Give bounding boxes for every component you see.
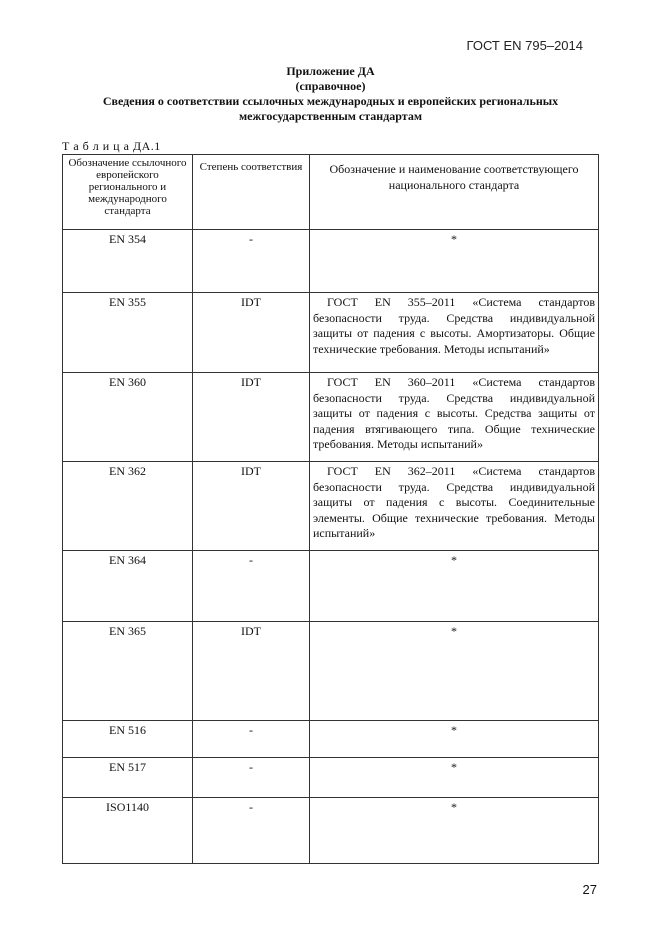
appendix-heading-line2: межгосударственным стандартам: [239, 109, 422, 123]
table-row: [63, 721, 599, 758]
correspondence-table: [62, 154, 599, 864]
reference-code: EN 354: [63, 230, 193, 293]
reference-code: EN 364: [63, 551, 193, 622]
national-standard: [310, 293, 599, 373]
column-header-reference: Обозначение ссылочного европейского регионального и международного стандарта: [63, 155, 193, 230]
page-number: 27: [582, 882, 597, 897]
national-standard: *: [310, 721, 599, 758]
table-row: [63, 373, 599, 462]
reference-code: EN 362: [63, 462, 193, 551]
appendix-titles: [60, 64, 601, 124]
degree-value: -: [193, 758, 310, 798]
degree-value: -: [193, 551, 310, 622]
national-standard: *: [310, 551, 599, 622]
appendix-heading-line1: Сведения о соответствии ссылочных международных и европейских региональных: [102, 94, 559, 108]
degree-value: -: [193, 798, 310, 864]
table-row: [63, 551, 599, 622]
national-standard: [310, 462, 599, 551]
column-header-degree: Степень соответствия: [193, 155, 310, 230]
degree-value: IDT: [193, 462, 310, 551]
table-row: [63, 622, 599, 721]
degree-value: IDT: [193, 622, 310, 721]
national-standard-text: ГОСТ EN 362–2011 «Система стандартов безопасности труда. Средства индивидуальной защиты от падения с высоты. Соединительные элементы. Общие технические требования. Методы испытаний»: [313, 464, 595, 540]
reference-code: EN 360: [63, 373, 193, 462]
national-standard-text: ГОСТ EN 355–2011 «Система стандартов безопасности труда. Средства индивидуальной защиты от падения с высоты. Амортизаторы. Общие технические требования. Методы испытаний»: [313, 295, 595, 356]
national-standard: *: [310, 758, 599, 798]
reference-code: EN 365: [63, 622, 193, 721]
degree-value: IDT: [193, 373, 310, 462]
table-label: Т а б л и ц а ДА.1: [62, 139, 161, 153]
table-row: [63, 462, 599, 551]
national-standard: [310, 373, 599, 462]
table-row: [63, 798, 599, 864]
national-standard: *: [310, 622, 599, 721]
reference-code: EN 517: [63, 758, 193, 798]
degree-value: -: [193, 721, 310, 758]
national-standard: *: [310, 798, 599, 864]
table-row: [63, 758, 599, 798]
degree-value: IDT: [193, 293, 310, 373]
appendix-title: Приложение ДА: [286, 64, 375, 78]
table-row: [63, 293, 599, 373]
reference-code: EN 355: [63, 293, 193, 373]
reference-code: EN 516: [63, 721, 193, 758]
national-standard: *: [310, 230, 599, 293]
reference-code: ISO1140: [63, 798, 193, 864]
document-code: ГОСТ EN 795–2014: [466, 38, 583, 53]
national-standard-text: ГОСТ EN 360–2011 «Система стандартов безопасности труда. Средства индивидуальной защиты от падения с высоты. Средства защиты от падения втягивающего типа. Общие технические требования. Методы испытаний»: [313, 375, 595, 451]
table-row: [63, 230, 599, 293]
degree-value: -: [193, 230, 310, 293]
column-header-national: Обозначение и наименование соответствующего национального стандарта: [310, 155, 599, 230]
appendix-subtitle: (справочное): [295, 79, 366, 93]
